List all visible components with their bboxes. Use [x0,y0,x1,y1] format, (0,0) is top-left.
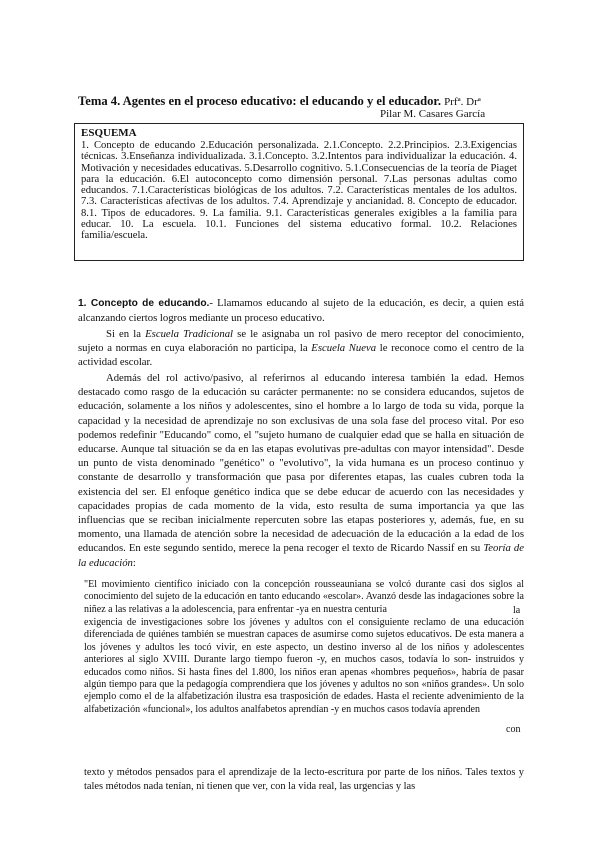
quote-con-word: con [506,724,521,735]
intro-text: - Llamamos educando al sujeto de la educación, es decir, a quien está alcanzando ciertos logros mediante un proceso educativo. [78,297,525,325]
p2-text-c: le reconoce como el centro de la actividad escolar. [78,342,524,369]
paragraph-edad [78,371,524,570]
schema-text: 1. Concepto de educando 2.Educación personalizada. 2.1.Concepto. 2.2.Principios. 2.3.Exigencias técnicas. 3.Enseñanza individualizada. 3.1.Concepto. 3.2.Intentos para individualizar la educación. 4. Motivación y necesidades educativas. 5.Desarrollo cognitivo. 5.1.Consecuencias de la teoría de Piaget para la educación. 6.El autoconcepto como dimensión personal. 7.Las personas adultas como educandos. 7.1.Características biológicas de los adultos. 7.2. Características mentales de los adultos. 7.3. Características afectivas de los adultos. 7.4. Aprendizaje y ancianidad. 8. Concepto de educador. 8.1. Tipos de educadores. 9. La familia. 9.1. Características generales exigibles a la familia para educar. 10. La escuela. 10.1. Funciones del sistema educativo formal. 10.2. Relaciones familia/escuela. [81,140,517,242]
schema-title: ESQUEMA [81,127,137,139]
section-heading: 1. Concepto de educando. [78,298,210,309]
quote-part-1: "El movimiento científico iniciado con la concepción rousseauniana se volcó durante casi dos siglos al conocimiento del sujeto de la educación en tanto educando «escolar». Avanzó desde las indagaciones sobre la niñez a las relativas a la adolescencia, para enfrentar -ya en nuestra centuria [84,579,524,615]
quote-la-word: la [513,605,521,616]
author-prefix: Prfª. Drª [444,96,481,108]
p2-em-tradicional: Escuela Tradicional [145,328,234,340]
quote-part-2: exigencia de investigaciones sobre los jóvenes y adultos con el consiguiente reclamo de una educación diferenciada de quiénes también se muestran capaces de asumirse como sujetos educativos. De esta manera a los jóvenes y adultos les tocó vivir, en este aspecto, un destino inverso al de los niños y adolescentes anteriores al siglo XVIII. Durante largo tiempo fueron -y, en muchos casos, todavía lo son- instruidos y educados como niños. Si hasta fines del 1.800, los niños eran apenas «hombres pequeños», habría de pasar algún tiempo para que la pedagogía comprendiera que los jóvenes y adultos no son «niños grandes». Un solo ejemplo como el de la alfabetización ilustra esa trasposición de edades. Hasta el reciente advenimiento de la alfabetización «funcional», los adultos analfabetos aprendían -y en muchos casos todavía aprenden [84,617,524,715]
author-name: Pilar M. Casares García [380,108,486,120]
title-text: Tema 4. Agentes en el proceso educativo: el educando y el educador. [78,94,441,108]
p2-text-a: Si en la [106,328,146,340]
p3-text-b: : [132,556,136,569]
schema-box [74,123,524,261]
p2-em-nueva: Escuela Nueva [311,342,377,355]
paragraph-escuela [78,327,524,370]
document-title [78,94,548,109]
p2-text-b: se le asignaba un rol pasivo de mero receptor del conocimiento, sujeto a normas en cuya elaboración no participa, la [78,328,525,355]
p3-em-teoria: Teoría de la educación [78,542,524,569]
paragraph-intro [78,296,524,325]
p3-text-a: Además del rol activo/pasivo, al referirnos al educando interesa también la edad. Hemos destacado como rasgo de la educación su carácter permanente: no se considera educandos, sujetos de educación, solamente a los niños y adolescentes, sino el hombre a lo largo de toda su vida, porque la capacidad y la necesidad de aprendizaje no son exclusivas de una sola fase del proceso vital. Por eso podemos redefinir "Educando" como, el "sujeto humano de cualquier edad que se halla en situación de educarse. Aunque tal situación se da en las etapas evolutivas pre-adultas con mayor intensidad". Desde un punto de vista denominado "genético" o "evolutivo", la vida humana es un proceso continuo y constante de desarrollo y transformación que pasa por diferentes etapas, las cuales cubren toda la existencia del ser. El enfoque genético indica que se debe educar de acuerdo con las necesidades y capacidades propias de cada momento de la vida, esto resulta de suma importancia ya que las influencias que se reciban inicialmente repercuten sobre las etapas posteriores y, además, fue, en su momento, una llamada de atención sobre la necesidad de adecuación de la educación a la edad de los educandos. En este segundo sentido, merece la pena recoger el texto de Ricardo Nassif en su [78,372,524,555]
quote-part-3: texto y métodos pensados para el aprendizaje de la lecto-escritura por parte de los niños. Tales textos y tales métodos nada tenían, ni tienen que ver, con la vida real, las urgencias y las [84,767,524,792]
